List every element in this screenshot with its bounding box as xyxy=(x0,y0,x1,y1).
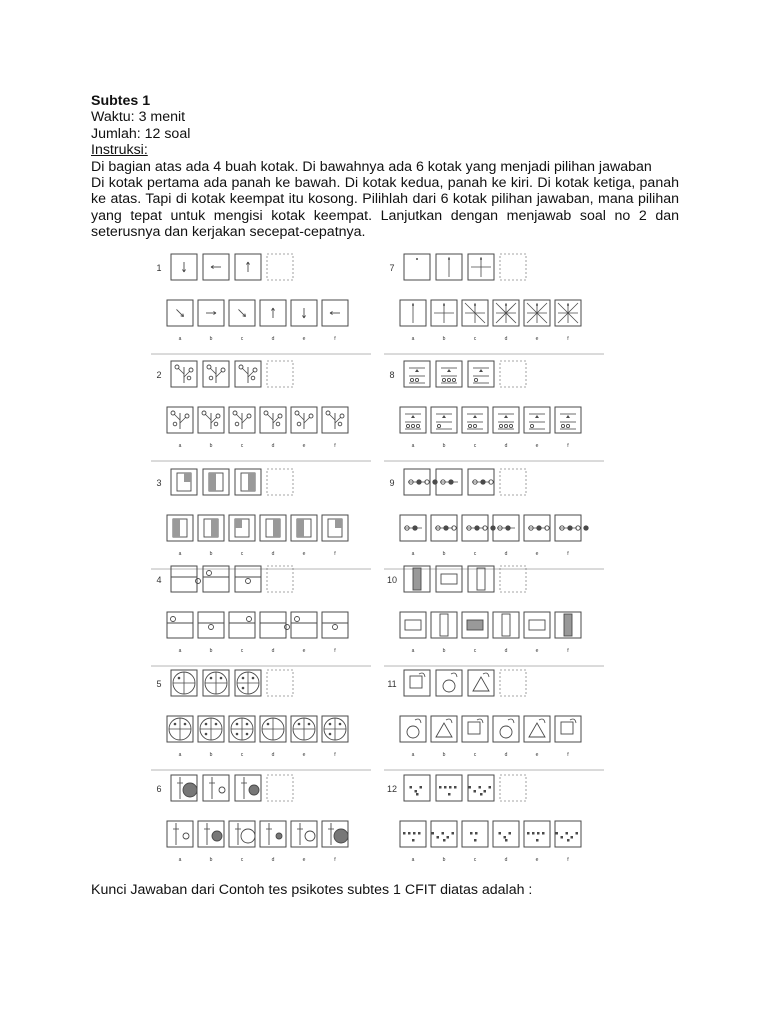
question-number: 6 xyxy=(156,784,162,794)
option-letter: b xyxy=(209,443,213,449)
option-letter: c xyxy=(240,551,244,557)
option-box xyxy=(291,612,317,638)
option-box xyxy=(431,716,457,742)
option-letter: d xyxy=(271,336,275,342)
question-block-left xyxy=(151,670,371,770)
empty-answer-box xyxy=(500,469,526,495)
option-letter: a xyxy=(178,857,182,863)
problem-box xyxy=(404,775,430,801)
option-letter: f xyxy=(334,752,336,758)
option-box xyxy=(493,612,519,638)
option-letter: b xyxy=(442,648,446,654)
empty-answer-box xyxy=(267,670,293,696)
instructions-block xyxy=(91,93,679,241)
empty-answer-box xyxy=(500,775,526,801)
option-letter: d xyxy=(504,752,508,758)
option-letter: f xyxy=(567,336,569,342)
question-number: 7 xyxy=(389,263,395,273)
option-box xyxy=(167,821,193,847)
empty-answer-box xyxy=(500,361,526,387)
option-letter: a xyxy=(178,443,182,449)
empty-answer-box xyxy=(267,361,293,387)
option-letter: f xyxy=(567,752,569,758)
option-letter: d xyxy=(271,857,275,863)
option-letter: a xyxy=(178,336,182,342)
option-letter: e xyxy=(535,551,539,557)
option-letter: b xyxy=(209,857,213,863)
option-letter: e xyxy=(302,551,306,557)
question-number: 12 xyxy=(386,784,398,794)
question-number: 10 xyxy=(386,575,398,585)
option-letter: f xyxy=(334,648,336,654)
option-letter: e xyxy=(535,752,539,758)
empty-answer-box xyxy=(500,254,526,280)
option-letter: d xyxy=(504,857,508,863)
question-number: 9 xyxy=(389,478,395,488)
option-letter: c xyxy=(473,551,477,557)
option-letter: d xyxy=(271,648,275,654)
question-block-left xyxy=(151,775,371,866)
empty-answer-box xyxy=(267,566,293,592)
option-box xyxy=(260,612,286,638)
option-box xyxy=(260,821,286,847)
option-letter: d xyxy=(504,336,508,342)
question-number: 11 xyxy=(387,679,397,689)
instructions-label: Instruksi: xyxy=(91,142,148,159)
option-letter: a xyxy=(178,752,182,758)
option-letter: f xyxy=(567,648,569,654)
option-letter: e xyxy=(302,857,306,863)
option-letter: a xyxy=(178,648,182,654)
problem-box xyxy=(171,566,197,592)
option-letter: c xyxy=(473,648,477,654)
question-block-left xyxy=(151,469,371,569)
option-box xyxy=(322,612,348,638)
option-box xyxy=(524,716,550,742)
option-letter: a xyxy=(411,857,415,863)
option-box xyxy=(229,612,255,638)
option-letter: f xyxy=(567,551,569,557)
empty-answer-box xyxy=(267,469,293,495)
option-letter: b xyxy=(209,648,213,654)
empty-answer-box xyxy=(500,670,526,696)
question-number: 1 xyxy=(156,263,162,273)
problem-box xyxy=(203,775,229,801)
option-letter: b xyxy=(442,752,446,758)
problem-box xyxy=(404,254,430,280)
option-box xyxy=(229,821,255,847)
option-letter: a xyxy=(411,336,415,342)
question-number: 5 xyxy=(156,679,162,689)
question-count: Jumlah: 12 soal xyxy=(91,125,191,142)
problem-box xyxy=(404,670,430,696)
option-letter: b xyxy=(442,336,446,342)
option-letter: f xyxy=(567,857,569,863)
option-box xyxy=(291,821,317,847)
option-letter: a xyxy=(178,551,182,557)
instructions-line-1: Di bagian atas ada 4 buah kotak. Di bawahnya ada 6 kotak yang menjadi pilihan jawaban xyxy=(91,158,652,175)
option-letter: f xyxy=(334,443,336,449)
answer-key-line: Kunci Jawaban dari Contoh tes psikotes subtes 1 CFIT diatas adalah : xyxy=(91,882,533,898)
option-letter: a xyxy=(411,752,415,758)
option-letter: b xyxy=(442,443,446,449)
option-letter: d xyxy=(504,443,508,449)
option-letter: c xyxy=(240,443,244,449)
option-letter: b xyxy=(209,336,213,342)
option-letter: f xyxy=(567,443,569,449)
instructions-paragraph: Di kotak pertama ada panah ke bawah. Di kotak kedua, panah ke kiri. Di kotak ketiga, panah ke atas. Tapi di kotak keempat itu kosong. Pilihlah dari 6 kotak pilihan jawaban, mana pilihan yang tepat untuk mengisi kotak keempat. Lanjutkan dengan menjawab soal no 2 dan seterusnya dan kerjakan secepat-cepatnya. xyxy=(91,175,679,241)
question-number: 3 xyxy=(156,478,162,488)
option-letter: e xyxy=(302,648,306,654)
option-letter: c xyxy=(240,857,244,863)
empty-answer-box xyxy=(500,566,526,592)
problem-box xyxy=(203,566,229,592)
option-letter: e xyxy=(535,443,539,449)
empty-answer-box xyxy=(267,254,293,280)
option-letter: b xyxy=(442,551,446,557)
cfit-figure-svg xyxy=(144,244,620,866)
problem-box xyxy=(235,566,261,592)
option-letter: e xyxy=(535,336,539,342)
option-box xyxy=(493,821,519,847)
option-letter: f xyxy=(334,336,336,342)
question-block-right xyxy=(384,469,604,569)
question-block-right xyxy=(384,670,604,770)
option-letter: f xyxy=(334,857,336,863)
option-letter: c xyxy=(473,752,477,758)
option-letter: e xyxy=(302,443,306,449)
option-letter: c xyxy=(240,336,244,342)
option-letter: e xyxy=(302,752,306,758)
option-letter: a xyxy=(411,443,415,449)
option-letter: d xyxy=(271,752,275,758)
option-letter: b xyxy=(209,752,213,758)
option-box xyxy=(198,612,224,638)
option-letter: e xyxy=(535,648,539,654)
option-letter: d xyxy=(271,443,275,449)
question-block-right xyxy=(384,361,604,461)
option-box xyxy=(431,612,457,638)
time-limit: Waktu: 3 menit xyxy=(91,109,186,126)
question-block-left xyxy=(151,361,371,461)
option-box xyxy=(555,716,581,742)
option-letter: c xyxy=(240,648,244,654)
option-box xyxy=(524,612,550,638)
subtest-title: Subtes 1 xyxy=(91,93,151,109)
question-block-right xyxy=(384,566,604,666)
option-letter: d xyxy=(504,648,508,654)
option-letter: b xyxy=(442,857,446,863)
option-box xyxy=(167,612,193,638)
option-letter: a xyxy=(411,648,415,654)
question-number: 4 xyxy=(156,575,162,585)
option-letter: c xyxy=(473,443,477,449)
option-letter: e xyxy=(535,857,539,863)
option-box xyxy=(462,716,488,742)
question-block-right xyxy=(384,775,604,866)
option-letter: c xyxy=(473,336,477,342)
option-letter: c xyxy=(473,857,477,863)
option-letter: d xyxy=(271,551,275,557)
option-box xyxy=(400,612,426,638)
empty-answer-box xyxy=(267,775,293,801)
problem-box xyxy=(436,566,462,592)
option-letter: e xyxy=(302,336,306,342)
option-letter: b xyxy=(209,551,213,557)
problem-box xyxy=(468,566,494,592)
question-block-left xyxy=(151,254,371,354)
question-block-right xyxy=(384,254,604,354)
option-letter: d xyxy=(504,551,508,557)
option-letter: a xyxy=(411,551,415,557)
option-letter: f xyxy=(334,551,336,557)
question-block-left xyxy=(151,566,371,666)
problem-box xyxy=(468,670,494,696)
cfit-sample-figure xyxy=(144,244,620,866)
option-letter: c xyxy=(240,752,244,758)
question-number: 8 xyxy=(389,370,395,380)
question-number: 2 xyxy=(156,370,162,380)
